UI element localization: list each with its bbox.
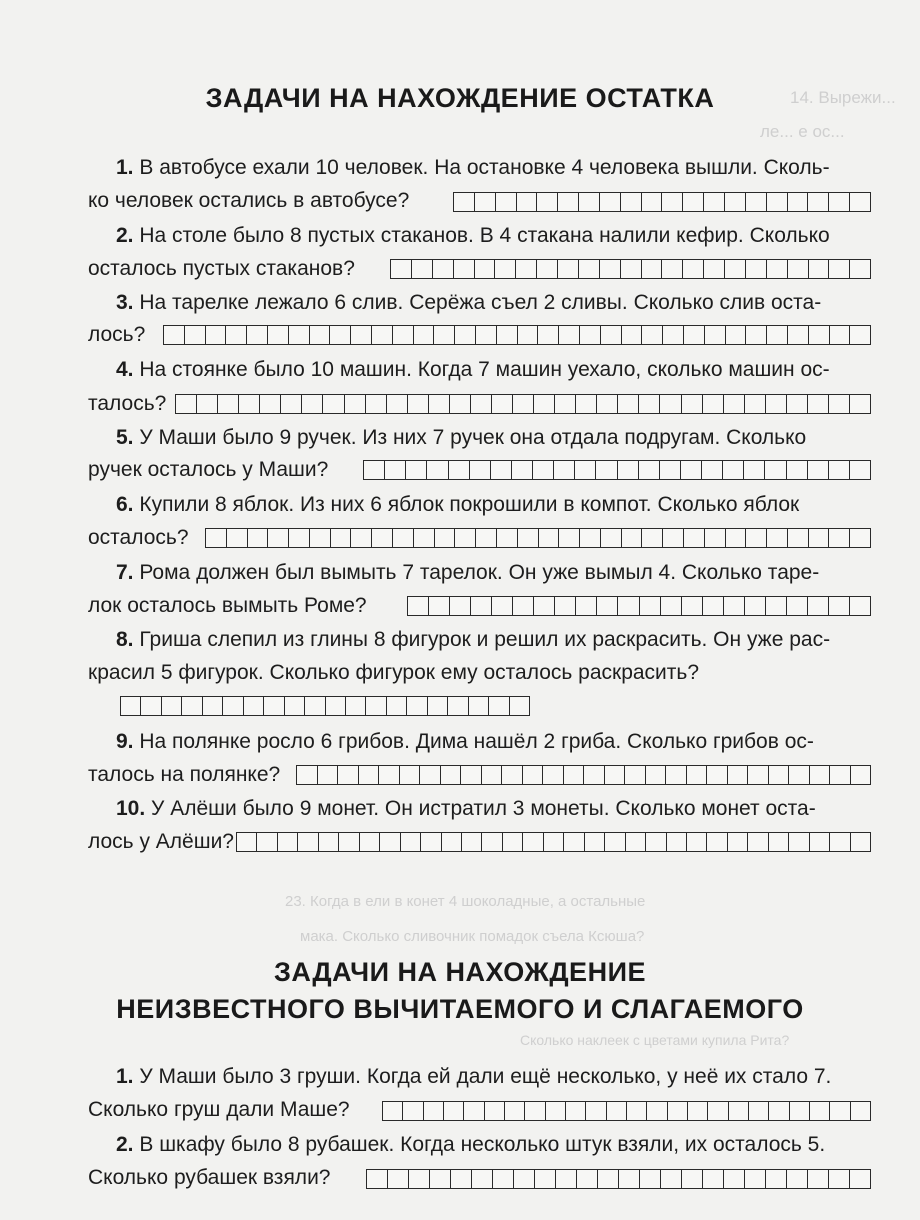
answer-box[interactable] xyxy=(382,1101,871,1121)
answer-box[interactable] xyxy=(296,765,871,785)
problem-line: 10. У Алёши было 9 монет. Он истратил 3 монеты. Сколько монет оста- xyxy=(116,797,816,820)
answer-box[interactable] xyxy=(453,192,871,212)
problem-line: 1. В автобусе ехали 10 человек. На остановке 4 человека вышли. Сколь- xyxy=(116,156,830,179)
answer-box[interactable] xyxy=(390,259,871,279)
problem-line: 2. На столе было 8 пустых стаканов. В 4 стакана налили кефир. Сколько xyxy=(116,224,830,247)
section-title: ЗАДАЧИ НА НАХОЖДЕНИЕ xyxy=(274,957,646,987)
bleed-text: мака. Сколько сливочник помадок съела Ксюша? xyxy=(300,928,645,945)
answer-box[interactable] xyxy=(163,325,871,345)
problem-line: лок осталось вымыть Роме? xyxy=(88,594,367,617)
answer-box[interactable] xyxy=(363,460,871,480)
answer-box[interactable] xyxy=(366,1169,871,1189)
answer-box[interactable] xyxy=(407,596,871,616)
problem-line: осталось? xyxy=(88,526,189,549)
problem-line: 3. На тарелке лежало 6 слив. Серёжа съел 2 сливы. Сколько слив оста- xyxy=(116,291,822,314)
problem-line: 2. В шкафу было 8 рубашек. Когда несколько штук взяли, их осталось 5. xyxy=(116,1133,826,1156)
problem-line: красил 5 фигурок. Сколько фигурок ему осталось раскрасить? xyxy=(88,661,700,684)
problem-line: ко человек остались в автобусе? xyxy=(88,189,410,212)
problem-line: 9. На полянке росло 6 грибов. Дима нашёл 2 гриба. Сколько грибов ос- xyxy=(116,730,814,753)
bleed-text: Сколько наклеек с цветами купила Рита? xyxy=(520,1032,790,1048)
problem-line: ручек осталось у Маши? xyxy=(88,458,329,481)
problem-line: 5. У Маши было 9 ручек. Из них 7 ручек она отдала подругам. Сколько xyxy=(116,426,807,449)
answer-box[interactable] xyxy=(205,528,871,548)
bleed-text: 14. Вырежи... xyxy=(790,88,896,107)
answer-box[interactable] xyxy=(120,696,530,716)
problem-line: лось у Алёши? xyxy=(88,830,234,853)
problem-line: талось на полянке? xyxy=(88,763,281,786)
answer-box[interactable] xyxy=(175,394,871,414)
problem-line: 1. У Маши было 3 груши. Когда ей дали ещё несколько, у неё их стало 7. xyxy=(116,1065,832,1088)
problem-line: Сколько груш дали Маше? xyxy=(88,1098,350,1121)
section-title: ЗАДАЧИ НА НАХОЖДЕНИЕ ОСТАТКА xyxy=(205,83,715,113)
bleed-text: 23. Когда в ели в конет 4 шоколадные, а остальные xyxy=(285,893,646,910)
problem-line: 4. На стоянке было 10 машин. Когда 7 машин уехало, сколько машин ос- xyxy=(116,358,830,381)
problem-line: талось? xyxy=(88,392,167,415)
bleed-text: ле... е ос... xyxy=(760,122,845,141)
problem-line: Сколько рубашек взяли? xyxy=(88,1166,331,1189)
problem-line: осталось пустых стаканов? xyxy=(88,257,355,280)
problem-line: 6. Купили 8 яблок. Из них 6 яблок покрошили в компот. Сколько яблок xyxy=(116,493,800,516)
answer-box[interactable] xyxy=(236,832,871,852)
problem-line: 7. Рома должен был вымыть 7 тарелок. Он уже вымыл 4. Сколько таре- xyxy=(116,561,820,584)
problem-line: лось? xyxy=(88,323,146,346)
problem-line: 8. Гриша слепил из глины 8 фигурок и решил их раскрасить. Он уже рас- xyxy=(116,628,831,651)
section-title: НЕИЗВЕСТНОГО ВЫЧИТАЕМОГО И СЛАГАЕМОГО xyxy=(116,994,804,1024)
